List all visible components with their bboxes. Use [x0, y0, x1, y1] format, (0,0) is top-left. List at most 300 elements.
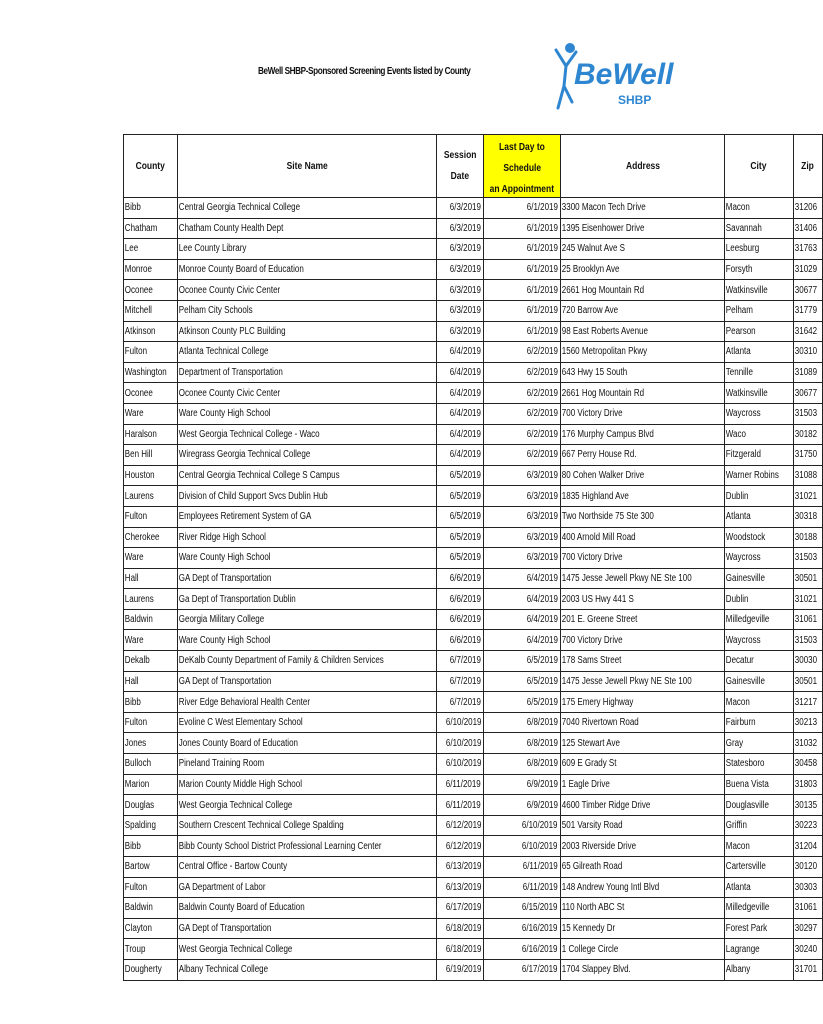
cell-site-name: Southern Crescent Technical College Spalding	[178, 815, 436, 836]
cell-address: 3300 Macon Tech Drive	[560, 198, 724, 219]
cell-session-date: 6/11/2019	[436, 795, 484, 816]
cell-zip: 31021	[793, 589, 823, 610]
cell-zip: 30297	[793, 918, 823, 939]
cell-city: Milledgeville	[725, 609, 793, 630]
cell-city: Macon	[725, 836, 793, 857]
table-row	[124, 198, 823, 219]
cell-last-day: 6/10/2019	[484, 836, 561, 857]
table-row	[124, 383, 823, 404]
cell-address: 25 Brooklyn Ave	[560, 259, 724, 280]
cell-address: 7040 Rivertown Road	[560, 712, 724, 733]
cell-city: Macon	[725, 198, 793, 219]
cell-zip: 30677	[793, 280, 823, 301]
cell-address: 65 Gilreath Road	[560, 857, 724, 878]
cell-address: 110 North ABC St	[560, 898, 724, 919]
cell-site-name: Pelham City Schools	[178, 300, 436, 321]
cell-zip: 30458	[793, 754, 823, 775]
events-table	[123, 134, 823, 981]
cell-city: Douglasville	[725, 795, 793, 816]
table-row	[124, 733, 823, 754]
cell-session-date: 6/5/2019	[436, 486, 484, 507]
table-row	[124, 568, 823, 589]
cell-address: 2003 Riverside Drive	[560, 836, 724, 857]
cell-county: Atkinson	[124, 321, 178, 342]
cell-county: Cherokee	[124, 527, 178, 548]
cell-zip: 31217	[793, 692, 823, 713]
cell-zip: 31061	[793, 898, 823, 919]
cell-address: 700 Victory Drive	[560, 403, 724, 424]
cell-city: Warner Robins	[725, 465, 793, 486]
cell-site-name: Ware County High School	[178, 403, 436, 424]
cell-address: 1704 Slappey Blvd.	[560, 959, 724, 980]
table-row	[124, 651, 823, 672]
cell-city: Lagrange	[725, 939, 793, 960]
cell-session-date: 6/10/2019	[436, 754, 484, 775]
table-row	[124, 877, 823, 898]
cell-site-name: Monroe County Board of Education	[178, 259, 436, 280]
cell-last-day: 6/5/2019	[484, 651, 561, 672]
cell-site-name: GA Dept of Transportation	[178, 671, 436, 692]
cell-address: 245 Walnut Ave S	[560, 239, 724, 260]
table-row	[124, 671, 823, 692]
cell-city: Savannah	[725, 218, 793, 239]
cell-site-name: Central Georgia Technical College S Campus	[178, 465, 436, 486]
cell-session-date: 6/10/2019	[436, 733, 484, 754]
cell-address: 201 E. Greene Street	[560, 609, 724, 630]
cell-zip: 31406	[793, 218, 823, 239]
cell-session-date: 6/7/2019	[436, 671, 484, 692]
cell-site-name: Evoline C West Elementary School	[178, 712, 436, 733]
table-row	[124, 239, 823, 260]
cell-site-name: Central Georgia Technical College	[178, 198, 436, 219]
cell-county: Monroe	[124, 259, 178, 280]
cell-site-name: Marion County Middle High School	[178, 774, 436, 795]
table-row	[124, 692, 823, 713]
cell-zip: 30213	[793, 712, 823, 733]
cell-last-day: 6/1/2019	[484, 259, 561, 280]
cell-address: 700 Victory Drive	[560, 548, 724, 569]
cell-zip: 31503	[793, 403, 823, 424]
cell-county: Fulton	[124, 342, 178, 363]
cell-last-day: 6/1/2019	[484, 321, 561, 342]
cell-county: Douglas	[124, 795, 178, 816]
cell-site-name: Employees Retirement System of GA	[178, 506, 436, 527]
cell-last-day: 6/3/2019	[484, 548, 561, 569]
cell-site-name: Georgia Military College	[178, 609, 436, 630]
cell-last-day: 6/9/2019	[484, 774, 561, 795]
header-session: Session Date	[436, 135, 484, 198]
cell-site-name: Central Office - Bartow County	[178, 857, 436, 878]
cell-zip: 31029	[793, 259, 823, 280]
cell-county: Haralson	[124, 424, 178, 445]
cell-session-date: 6/4/2019	[436, 403, 484, 424]
cell-city: Waco	[725, 424, 793, 445]
cell-address: 700 Victory Drive	[560, 630, 724, 651]
cell-zip: 30501	[793, 671, 823, 692]
cell-last-day: 6/10/2019	[484, 815, 561, 836]
cell-last-day: 6/3/2019	[484, 527, 561, 548]
cell-address: 175 Emery Highway	[560, 692, 724, 713]
cell-city: Atlanta	[725, 342, 793, 363]
table-row	[124, 815, 823, 836]
cell-session-date: 6/11/2019	[436, 774, 484, 795]
cell-session-date: 6/10/2019	[436, 712, 484, 733]
table-row	[124, 424, 823, 445]
table-row	[124, 486, 823, 507]
cell-site-name: Oconee County Civic Center	[178, 280, 436, 301]
cell-last-day: 6/9/2019	[484, 795, 561, 816]
cell-county: Dekalb	[124, 651, 178, 672]
cell-address: 2661 Hog Mountain Rd	[560, 280, 724, 301]
cell-county: Fulton	[124, 506, 178, 527]
cell-site-name: Department of Transportation	[178, 362, 436, 383]
cell-county: Laurens	[124, 589, 178, 610]
cell-city: Pelham	[725, 300, 793, 321]
cell-zip: 31779	[793, 300, 823, 321]
cell-site-name: River Edge Behavioral Health Center	[178, 692, 436, 713]
table-row	[124, 712, 823, 733]
cell-city: Atlanta	[725, 506, 793, 527]
cell-county: Bibb	[124, 836, 178, 857]
cell-last-day: 6/8/2019	[484, 733, 561, 754]
cell-address: 720 Barrow Ave	[560, 300, 724, 321]
cell-session-date: 6/18/2019	[436, 939, 484, 960]
cell-session-date: 6/17/2019	[436, 898, 484, 919]
cell-county: Clayton	[124, 918, 178, 939]
table-row	[124, 300, 823, 321]
cell-address: 1395 Eisenhower Drive	[560, 218, 724, 239]
cell-session-date: 6/4/2019	[436, 383, 484, 404]
cell-zip: 31503	[793, 548, 823, 569]
cell-session-date: 6/3/2019	[436, 300, 484, 321]
cell-last-day: 6/11/2019	[484, 857, 561, 878]
cell-county: Oconee	[124, 280, 178, 301]
cell-city: Macon	[725, 692, 793, 713]
table-row	[124, 754, 823, 775]
header-site: Site Name	[178, 135, 436, 198]
cell-zip: 31021	[793, 486, 823, 507]
cell-last-day: 6/2/2019	[484, 403, 561, 424]
table-row	[124, 589, 823, 610]
cell-address: 1475 Jesse Jewell Pkwy NE Ste 100	[560, 568, 724, 589]
cell-county: Fulton	[124, 877, 178, 898]
table-row	[124, 898, 823, 919]
cell-session-date: 6/3/2019	[436, 259, 484, 280]
table-row	[124, 403, 823, 424]
header-zip: Zip	[793, 135, 823, 198]
table-row	[124, 280, 823, 301]
cell-session-date: 6/18/2019	[436, 918, 484, 939]
cell-address: 4600 Timber Ridge Drive	[560, 795, 724, 816]
cell-address: 667 Perry House Rd.	[560, 445, 724, 466]
cell-session-date: 6/5/2019	[436, 548, 484, 569]
table-row	[124, 527, 823, 548]
cell-county: Fulton	[124, 712, 178, 733]
cell-county: Mitchell	[124, 300, 178, 321]
cell-zip: 31701	[793, 959, 823, 980]
cell-zip: 31763	[793, 239, 823, 260]
table-row	[124, 259, 823, 280]
cell-last-day: 6/2/2019	[484, 424, 561, 445]
cell-city: Woodstock	[725, 527, 793, 548]
cell-site-name: Atkinson County PLC Building	[178, 321, 436, 342]
cell-last-day: 6/4/2019	[484, 568, 561, 589]
cell-session-date: 6/6/2019	[436, 630, 484, 651]
cell-address: 80 Cohen Walker Drive	[560, 465, 724, 486]
table-row	[124, 548, 823, 569]
cell-site-name: Pineland Training Room	[178, 754, 436, 775]
table-row	[124, 321, 823, 342]
cell-last-day: 6/1/2019	[484, 218, 561, 239]
cell-county: Lee	[124, 239, 178, 260]
cell-address: 2661 Hog Mountain Rd	[560, 383, 724, 404]
cell-county: Ben Hill	[124, 445, 178, 466]
cell-zip: 31750	[793, 445, 823, 466]
cell-last-day: 6/4/2019	[484, 630, 561, 651]
cell-site-name: Ga Dept of Transportation Dublin	[178, 589, 436, 610]
cell-county: Oconee	[124, 383, 178, 404]
cell-city: Fairburn	[725, 712, 793, 733]
cell-zip: 30240	[793, 939, 823, 960]
cell-site-name: West Georgia Technical College	[178, 939, 436, 960]
cell-zip: 31503	[793, 630, 823, 651]
cell-session-date: 6/3/2019	[436, 218, 484, 239]
cell-address: 98 East Roberts Avenue	[560, 321, 724, 342]
cell-address: 1 Eagle Drive	[560, 774, 724, 795]
cell-county: Ware	[124, 403, 178, 424]
cell-last-day: 6/8/2019	[484, 754, 561, 775]
cell-last-day: 6/5/2019	[484, 671, 561, 692]
cell-site-name: Chatham County Health Dept	[178, 218, 436, 239]
cell-address: 1835 Highland Ave	[560, 486, 724, 507]
cell-session-date: 6/7/2019	[436, 692, 484, 713]
cell-address: 1 College Circle	[560, 939, 724, 960]
cell-site-name: GA Dept of Transportation	[178, 568, 436, 589]
cell-last-day: 6/2/2019	[484, 342, 561, 363]
cell-session-date: 6/6/2019	[436, 609, 484, 630]
cell-address: 609 E Grady St	[560, 754, 724, 775]
cell-last-day: 6/2/2019	[484, 383, 561, 404]
table-row	[124, 218, 823, 239]
cell-county: Hall	[124, 568, 178, 589]
cell-city: Fitzgerald	[725, 445, 793, 466]
cell-city: Forsyth	[725, 259, 793, 280]
table-row	[124, 609, 823, 630]
cell-last-day: 6/5/2019	[484, 692, 561, 713]
cell-city: Waycross	[725, 548, 793, 569]
cell-session-date: 6/5/2019	[436, 527, 484, 548]
cell-site-name: Baldwin County Board of Education	[178, 898, 436, 919]
cell-address: 148 Andrew Young Intl Blvd	[560, 877, 724, 898]
cell-last-day: 6/3/2019	[484, 465, 561, 486]
cell-site-name: Jones County Board of Education	[178, 733, 436, 754]
cell-site-name: GA Dept of Transportation	[178, 918, 436, 939]
cell-county: Marion	[124, 774, 178, 795]
cell-last-day: 6/3/2019	[484, 506, 561, 527]
cell-session-date: 6/4/2019	[436, 424, 484, 445]
page-title: BeWell SHBP-Sponsored Screening Events listed by County	[258, 66, 471, 77]
cell-site-name: Wiregrass Georgia Technical College	[178, 445, 436, 466]
cell-last-day: 6/4/2019	[484, 589, 561, 610]
cell-last-day: 6/1/2019	[484, 239, 561, 260]
cell-county: Bibb	[124, 198, 178, 219]
cell-county: Spalding	[124, 815, 178, 836]
cell-city: Decatur	[725, 651, 793, 672]
cell-county: Hall	[124, 671, 178, 692]
table-row	[124, 774, 823, 795]
cell-session-date: 6/3/2019	[436, 280, 484, 301]
cell-session-date: 6/6/2019	[436, 589, 484, 610]
bewell-logo	[548, 40, 674, 118]
cell-last-day: 6/1/2019	[484, 300, 561, 321]
cell-city: Griffin	[725, 815, 793, 836]
cell-city: Tennille	[725, 362, 793, 383]
cell-session-date: 6/4/2019	[436, 362, 484, 383]
cell-session-date: 6/3/2019	[436, 239, 484, 260]
table-row	[124, 630, 823, 651]
cell-address: 176 Murphy Campus Blvd	[560, 424, 724, 445]
cell-zip: 31032	[793, 733, 823, 754]
header-lastday: Last Day to Schedule an Appointment	[484, 135, 561, 198]
cell-last-day: 6/11/2019	[484, 877, 561, 898]
cell-site-name: Ware County High School	[178, 548, 436, 569]
cell-zip: 31089	[793, 362, 823, 383]
cell-site-name: Atlanta Technical College	[178, 342, 436, 363]
cell-last-day: 6/1/2019	[484, 280, 561, 301]
cell-city: Gray	[725, 733, 793, 754]
cell-county: Troup	[124, 939, 178, 960]
cell-zip: 31088	[793, 465, 823, 486]
cell-session-date: 6/13/2019	[436, 877, 484, 898]
cell-city: Waycross	[725, 630, 793, 651]
cell-city: Statesboro	[725, 754, 793, 775]
cell-city: Pearson	[725, 321, 793, 342]
cell-session-date: 6/13/2019	[436, 857, 484, 878]
cell-session-date: 6/6/2019	[436, 568, 484, 589]
cell-city: Waycross	[725, 403, 793, 424]
table-row	[124, 836, 823, 857]
cell-site-name: Oconee County Civic Center	[178, 383, 436, 404]
cell-address: 2003 US Hwy 441 S	[560, 589, 724, 610]
cell-session-date: 6/3/2019	[436, 321, 484, 342]
cell-address: 501 Varsity Road	[560, 815, 724, 836]
cell-last-day: 6/8/2019	[484, 712, 561, 733]
cell-session-date: 6/4/2019	[436, 342, 484, 363]
cell-zip: 30223	[793, 815, 823, 836]
cell-county: Jones	[124, 733, 178, 754]
table-row	[124, 465, 823, 486]
table-row	[124, 362, 823, 383]
cell-zip: 31204	[793, 836, 823, 857]
table-row	[124, 959, 823, 980]
cell-city: Gainesville	[725, 568, 793, 589]
cell-address: 15 Kennedy Dr	[560, 918, 724, 939]
table-row	[124, 857, 823, 878]
cell-city: Albany	[725, 959, 793, 980]
cell-county: Baldwin	[124, 898, 178, 919]
cell-county: Bartow	[124, 857, 178, 878]
cell-city: Dublin	[725, 589, 793, 610]
cell-session-date: 6/19/2019	[436, 959, 484, 980]
cell-last-day: 6/17/2019	[484, 959, 561, 980]
cell-city: Milledgeville	[725, 898, 793, 919]
cell-county: Chatham	[124, 218, 178, 239]
cell-session-date: 6/3/2019	[436, 198, 484, 219]
cell-session-date: 6/7/2019	[436, 651, 484, 672]
cell-county: Laurens	[124, 486, 178, 507]
cell-last-day: 6/2/2019	[484, 445, 561, 466]
cell-city: Watkinsville	[725, 280, 793, 301]
cell-zip: 30677	[793, 383, 823, 404]
cell-city: Forest Park	[725, 918, 793, 939]
cell-last-day: 6/2/2019	[484, 362, 561, 383]
cell-address: Two Northside 75 Ste 300	[560, 506, 724, 527]
logo-text: BeWell	[574, 58, 674, 91]
cell-site-name: Division of Child Support Svcs Dublin Hub	[178, 486, 436, 507]
cell-address: 400 Arnold Mill Road	[560, 527, 724, 548]
cell-zip: 30182	[793, 424, 823, 445]
table-row	[124, 918, 823, 939]
cell-last-day: 6/16/2019	[484, 939, 561, 960]
cell-session-date: 6/12/2019	[436, 836, 484, 857]
cell-session-date: 6/5/2019	[436, 465, 484, 486]
table-row	[124, 506, 823, 527]
table-row	[124, 445, 823, 466]
logo-subtext: SHBP	[618, 93, 652, 107]
cell-zip: 31803	[793, 774, 823, 795]
cell-address: 643 Hwy 15 South	[560, 362, 724, 383]
cell-county: Houston	[124, 465, 178, 486]
table-row	[124, 795, 823, 816]
cell-last-day: 6/16/2019	[484, 918, 561, 939]
header-row	[124, 135, 823, 198]
header-city: City	[725, 135, 793, 198]
cell-site-name: DeKalb County Department of Family & Children Services	[178, 651, 436, 672]
cell-last-day: 6/15/2019	[484, 898, 561, 919]
cell-address: 1560 Metropolitan Pkwy	[560, 342, 724, 363]
cell-session-date: 6/12/2019	[436, 815, 484, 836]
cell-zip: 30030	[793, 651, 823, 672]
cell-zip: 30135	[793, 795, 823, 816]
cell-city: Atlanta	[725, 877, 793, 898]
cell-county: Ware	[124, 548, 178, 569]
cell-site-name: Lee County Library	[178, 239, 436, 260]
cell-city: Watkinsville	[725, 383, 793, 404]
cell-last-day: 6/4/2019	[484, 609, 561, 630]
cell-city: Leesburg	[725, 239, 793, 260]
cell-county: Bulloch	[124, 754, 178, 775]
cell-city: Dublin	[725, 486, 793, 507]
cell-zip: 30501	[793, 568, 823, 589]
cell-address: 1475 Jesse Jewell Pkwy NE Ste 100	[560, 671, 724, 692]
cell-zip: 30120	[793, 857, 823, 878]
cell-address: 125 Stewart Ave	[560, 733, 724, 754]
table-row	[124, 342, 823, 363]
cell-zip: 31642	[793, 321, 823, 342]
cell-site-name: Bibb County School District Professional Learning Center	[178, 836, 436, 857]
cell-zip: 30310	[793, 342, 823, 363]
cell-county: Baldwin	[124, 609, 178, 630]
cell-county: Bibb	[124, 692, 178, 713]
cell-city: Buena Vista	[725, 774, 793, 795]
table-row	[124, 939, 823, 960]
cell-zip: 31206	[793, 198, 823, 219]
header-county: County	[124, 135, 178, 198]
cell-address: 178 Sams Street	[560, 651, 724, 672]
cell-last-day: 6/3/2019	[484, 486, 561, 507]
cell-site-name: GA Department of Labor	[178, 877, 436, 898]
cell-county: Ware	[124, 630, 178, 651]
